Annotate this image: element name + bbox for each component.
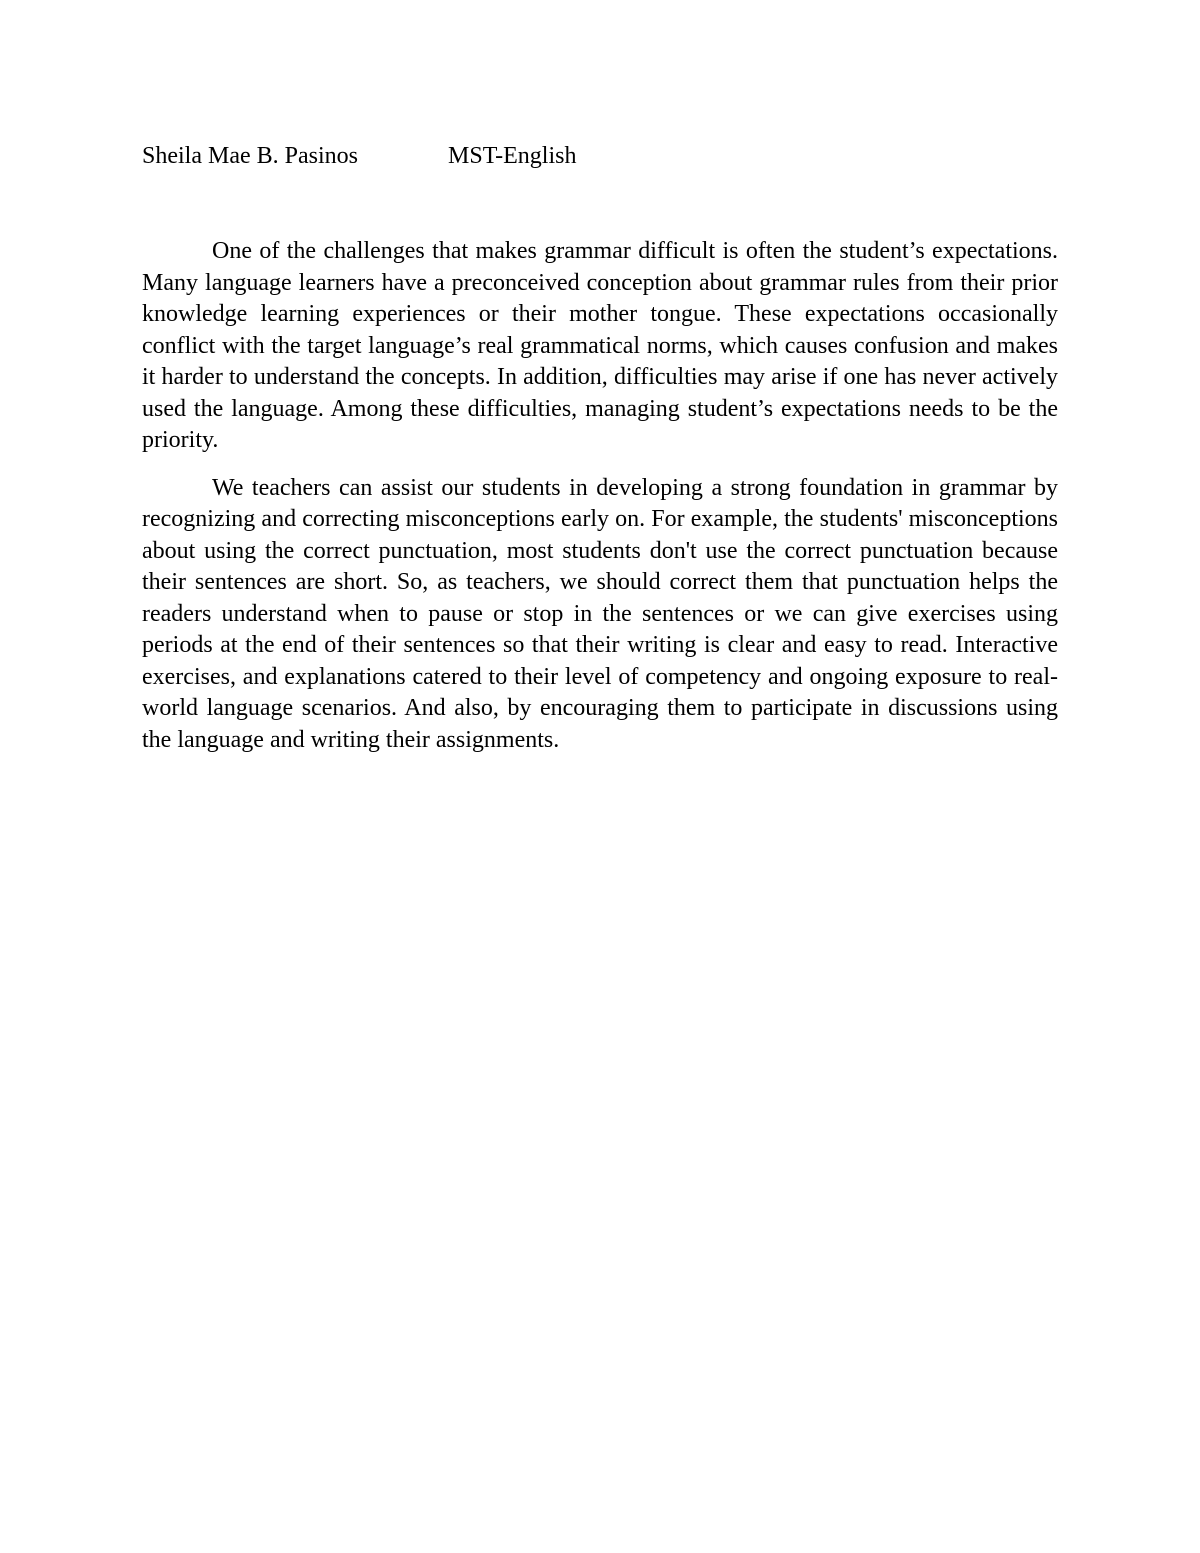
author-name: Sheila Mae B. Pasinos bbox=[142, 143, 358, 169]
essay-body bbox=[142, 236, 1058, 772]
paragraph-2: We teachers can assist our students in developing a strong foundation in grammar by recognizing and correcting misconceptions early on. For example, the students' misconceptions about using the correct punctuation, most students don't use the correct punctuation because their sentences are short. So, as teachers, we should correct them that punctuation helps the readers understand when to pause or stop in the sentences or we can give exercises using periods at the end of their sentences so that their writing is clear and easy to read. Interactive exercises, and explanations catered to their level of competency and ongoing exposure to real-world language scenarios. And also, by encouraging them to participate in discussions using the language and writing their assignments. bbox=[142, 474, 1058, 753]
program-name: MST-English bbox=[448, 143, 577, 169]
header-line bbox=[142, 141, 576, 173]
paragraph-1: One of the challenges that makes grammar difficult is often the student’s expectations. Many language learners have a preconceived conception about grammar rules from their prior knowledge learning experiences or their mother tongue. These expectations occasionally conflict with the target language’s real grammatical norms, which causes confusion and makes it harder to understand the concepts. In addition, difficulties may arise if one has never actively used the language. Among these difficulties, managing student’s expectations needs to be the priority. bbox=[142, 238, 1058, 453]
